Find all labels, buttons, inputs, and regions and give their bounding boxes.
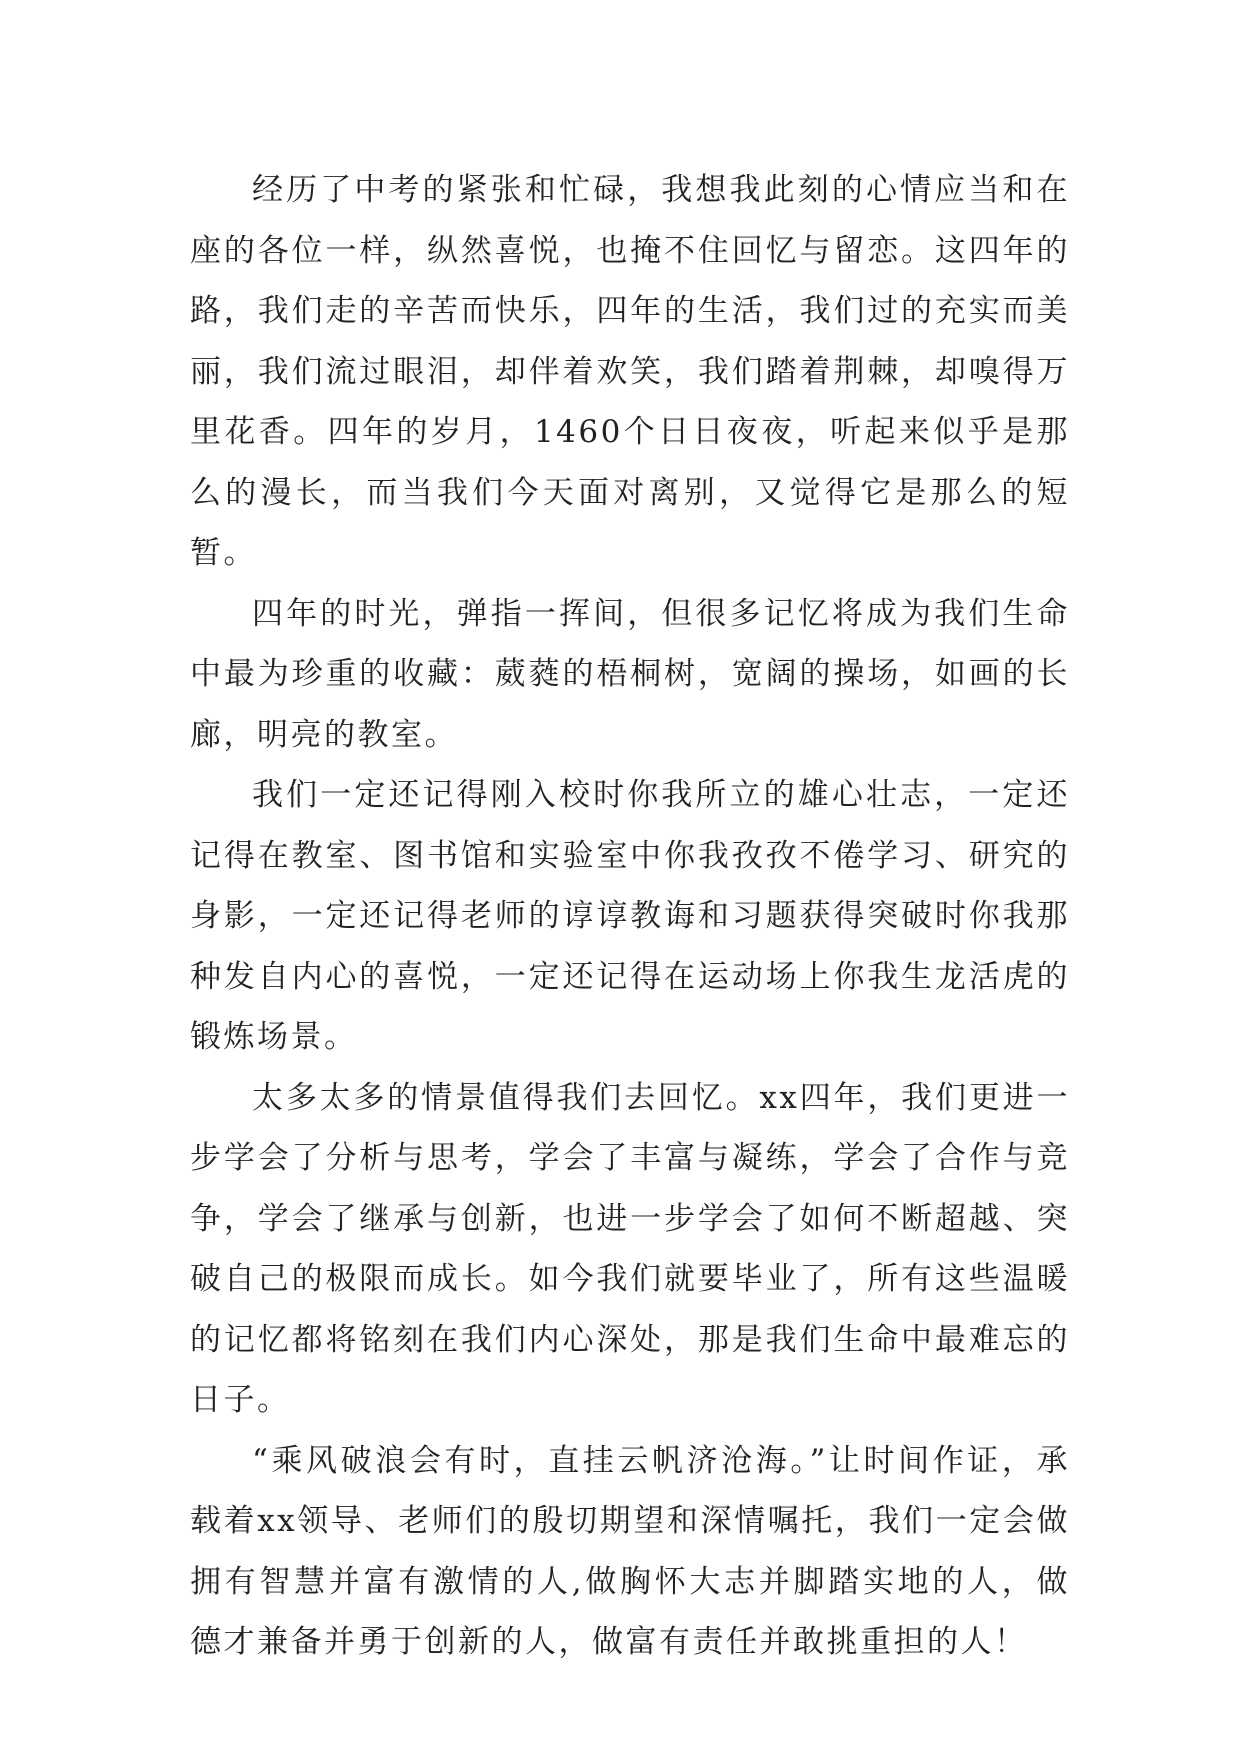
paragraph-2: 四年的时光，弹指一挥间，但很多记忆将成为我们生命中最为珍重的收藏：葳蕤的梧桐树，宽阔的操场，如画的长廊，明亮的教室。 — [190, 595, 1070, 753]
paragraph-1: 经历了中考的紧张和忙碌，我想我此刻的心情应当和在座的各位一样，纵然喜悦，也掩不住回忆与留恋。这四年的路，我们走的辛苦而快乐，四年的生活，我们过的充实而美丽，我们流过眼泪，却伴着欢笑，我们踏着荆棘，却嗅得万里花香。四年的岁月，1460个日日夜夜，听起来似乎是那么的漫长，而当我们今天面对离别，又觉得它是那么的短暂。 — [190, 172, 1070, 571]
paragraph-3: 我们一定还记得刚入校时你我所立的雄心壮志，一定还记得在教室、图书馆和实验室中你我孜孜不倦学习、研究的身影，一定还记得老师的谆谆教诲和习题获得突破时你我那种发自内心的喜悦，一定还记得在运动场上你我生龙活虎的锻炼场景。 — [190, 777, 1070, 1055]
paragraph-5: “乘风破浪会有时，直挂云帆济沧海。”让时间作证，承载着xx领导、老师们的殷切期望和深情嘱托，我们一定会做拥有智慧并富有激情的人,做胸怀大志并脚踏实地的人，做德才兼备并勇于创新的人，做富有责任并敢挑重担的人！ — [190, 1442, 1070, 1660]
paragraph-4: 太多太多的情景值得我们去回忆。xx四年，我们更进一步学会了分析与思考，学会了丰富与凝练，学会了合作与竞争，学会了继承与创新，也进一步学会了如何不断超越、突破自己的极限而成长。如今我们就要毕业了，所有这些温暖的记忆都将铭刻在我们内心深处，那是我们生命中最难忘的日子。 — [190, 1079, 1070, 1418]
document-body — [190, 160, 1070, 1673]
